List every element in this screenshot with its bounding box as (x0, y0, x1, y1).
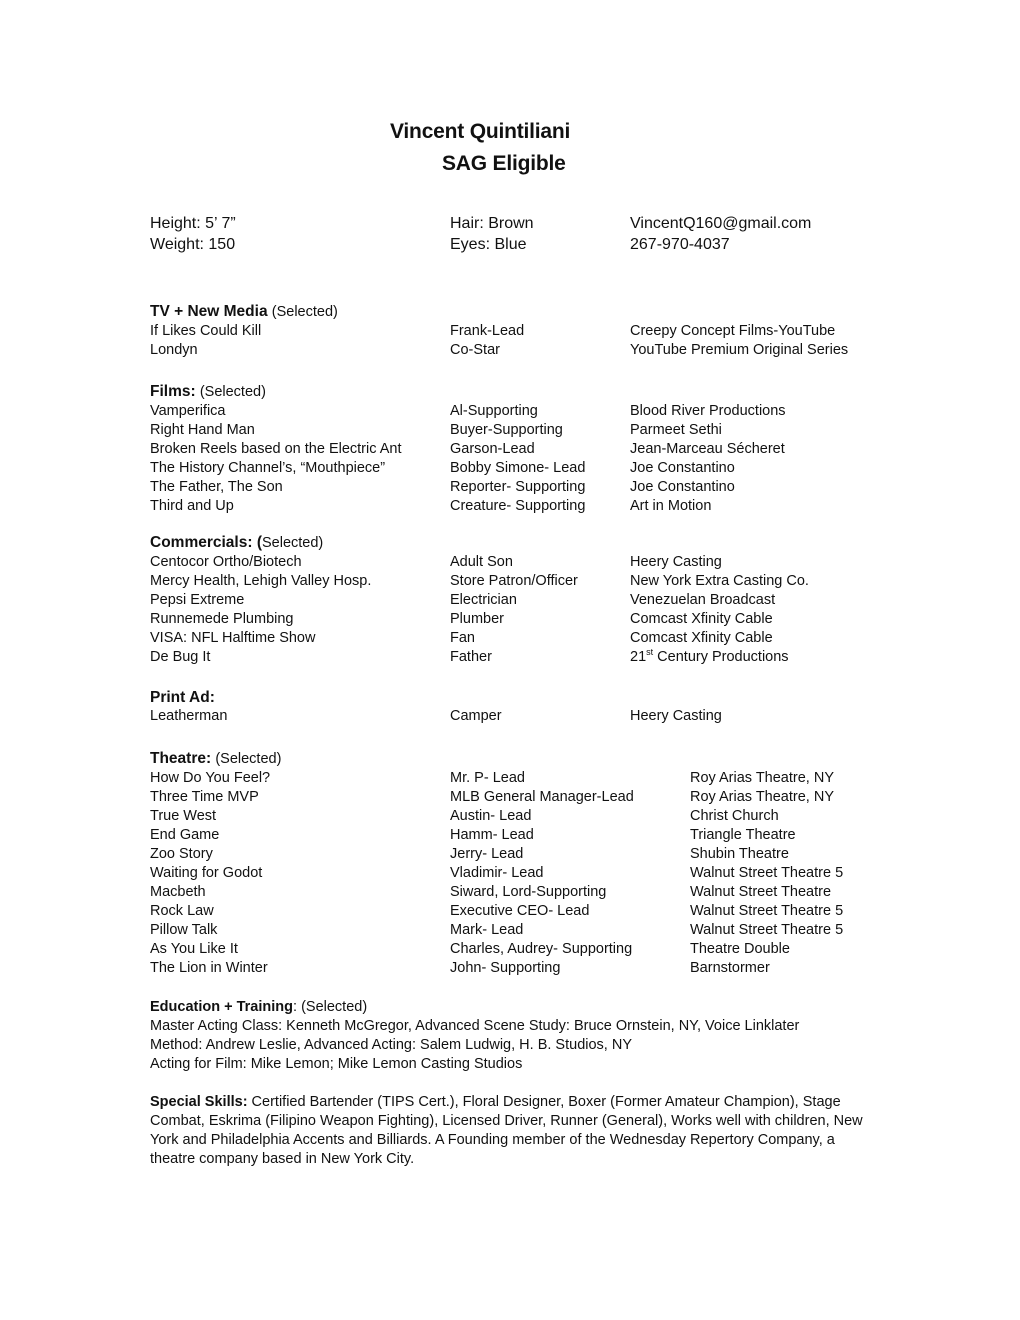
project-title: Zoo Story (150, 846, 213, 862)
table-row (150, 572, 890, 591)
role-text: Al-Supporting (450, 403, 538, 419)
venue-text: Walnut Street Theatre (690, 884, 832, 900)
project-title: True West (150, 808, 217, 824)
project-title: VISA: NFL Halftime Show (150, 630, 316, 646)
table-row (150, 421, 890, 440)
project-title: Rock Law (150, 903, 214, 919)
table-row (150, 322, 890, 341)
role-text: John- Supporting (450, 960, 561, 976)
email-link[interactable]: VincentQ160@gmail.com (630, 215, 812, 232)
table-row (150, 845, 890, 864)
table-row (150, 648, 890, 667)
table-row (150, 940, 890, 959)
project-title: Waiting for Godot (150, 865, 263, 881)
print-heading: Print Ad: (150, 689, 215, 706)
table-row (150, 553, 890, 572)
project-title: Leatherman (150, 708, 228, 724)
company-text: Jean-Marceau Sécheret (630, 441, 785, 457)
venue-text: Roy Arias Theatre, NY (690, 770, 834, 786)
role-text: Frank-Lead (450, 323, 525, 339)
skills-section (150, 1093, 870, 1169)
project-title: Centocor Ortho/Biotech (150, 554, 302, 570)
films-section (150, 382, 890, 516)
role-text: Plumber (450, 611, 504, 627)
project-title: The Father, The Son (150, 479, 283, 495)
commercials-section (150, 533, 890, 667)
project-title: Vamperifica (150, 403, 226, 419)
height-text: Height: 5’ 7” (150, 215, 236, 232)
role-text: Mark- Lead (450, 922, 524, 938)
role-text: Fan (450, 630, 475, 646)
education-section (150, 998, 870, 1074)
role-text: Creature- Supporting (450, 498, 586, 514)
venue-text: Theatre Double (690, 941, 790, 957)
phone-text: 267-970-4037 (630, 236, 730, 253)
role-text: Camper (450, 708, 502, 724)
project-title: Right Hand Man (150, 422, 255, 438)
table-row (150, 341, 890, 360)
company-text: Parmeet Sethi (630, 422, 722, 438)
company-text: Blood River Productions (630, 403, 786, 419)
venue-text: Walnut Street Theatre 5 (690, 922, 844, 938)
project-title: How Do You Feel? (150, 770, 271, 786)
project-title: Londyn (150, 342, 198, 358)
role-text: Bobby Simone- Lead (450, 460, 586, 476)
actor-name: Vincent Quintiliani (390, 120, 571, 143)
role-text: Co-Star (450, 342, 500, 358)
project-title: Macbeth (150, 884, 206, 900)
role-text: Reporter- Supporting (450, 479, 586, 495)
company-text: 21st Century Productions (630, 647, 789, 665)
company-text: Joe Constantino (630, 479, 735, 495)
company-text: Heery Casting (630, 708, 722, 724)
table-row (150, 788, 890, 807)
table-row (150, 478, 890, 497)
project-title: The Lion in Winter (150, 960, 268, 976)
education-line: Method: Andrew Leslie, Advanced Acting: Salem Ludwig, H. B. Studios, NY (150, 1037, 632, 1053)
tv-heading: TV + New Media (Selected) (150, 303, 338, 320)
project-title: Three Time MVP (150, 789, 259, 805)
project-title: Pillow Talk (150, 922, 218, 938)
table-row (150, 591, 890, 610)
project-title: Broken Reels based on the Electric Ant (150, 441, 402, 457)
role-text: Store Patron/Officer (450, 573, 578, 589)
eyes-text: Eyes: Blue (450, 236, 527, 253)
table-row (150, 921, 890, 940)
project-title: Runnemede Plumbing (150, 611, 294, 627)
company-text: Venezuelan Broadcast (630, 592, 776, 608)
role-text: Vladimir- Lead (450, 865, 544, 881)
role-text: Siward, Lord-Supporting (450, 884, 607, 900)
films-heading: Films: (Selected) (150, 383, 266, 400)
role-text: Jerry- Lead (450, 846, 524, 862)
table-row (150, 629, 890, 648)
table-row (150, 826, 890, 845)
education-heading: Education + Training: (Selected) (150, 999, 368, 1015)
role-text: Father (450, 649, 492, 665)
hair-text: Hair: Brown (450, 215, 534, 232)
role-text: Buyer-Supporting (450, 422, 563, 438)
venue-text: Shubin Theatre (690, 846, 789, 862)
table-row (150, 902, 890, 921)
table-row (150, 959, 890, 978)
education-line: Master Acting Class: Kenneth McGregor, Advanced Scene Study: Bruce Ornstein, NY, Voice Linklater (150, 1018, 800, 1034)
table-row (150, 459, 890, 478)
role-text: Charles, Audrey- Supporting (450, 941, 633, 957)
role-text: Hamm- Lead (450, 827, 534, 843)
company-text: New York Extra Casting Co. (630, 573, 809, 589)
table-row (150, 707, 890, 726)
venue-text: Christ Church (690, 808, 779, 824)
skills-paragraph: Special Skills: Certified Bartender (TIPS Cert.), Floral Designer, Boxer (Former Amateur Champion), Stage Combat, Eskrima (Filipino Weapon Fighting), Licensed Driver, Runner (General), Works well with children, New York and Philadelphia Accents and Billiards. A Founding member of the Wednesday Repertory Company, a theatre company based in New York City. (150, 1094, 863, 1167)
venue-text: Walnut Street Theatre 5 (690, 865, 844, 881)
theatre-section (150, 749, 890, 978)
venue-text: Roy Arias Theatre, NY (690, 789, 834, 805)
weight-text: Weight: 150 (150, 236, 236, 253)
project-title: If Likes Could Kill (150, 323, 262, 339)
company-text: Creepy Concept Films-YouTube (630, 323, 836, 339)
company-text: Art in Motion (630, 498, 712, 514)
commercials-heading: Commercials: (Selected) (150, 534, 324, 551)
table-row (150, 497, 890, 516)
role-text: Adult Son (450, 554, 513, 570)
project-title: End Game (150, 827, 220, 843)
project-title: De Bug It (150, 649, 211, 665)
company-text: Comcast Xfinity Cable (630, 611, 773, 627)
table-row (150, 883, 890, 902)
tv-section (150, 302, 890, 360)
company-text: Joe Constantino (630, 460, 735, 476)
table-row (150, 610, 890, 629)
venue-text: Triangle Theatre (690, 827, 796, 843)
project-title: Mercy Health, Lehigh Valley Hosp. (150, 573, 372, 589)
project-title: As You Like It (150, 941, 238, 957)
education-line: Acting for Film: Mike Lemon; Mike Lemon Casting Studios (150, 1056, 523, 1072)
role-text: Electrician (450, 592, 517, 608)
table-row (150, 864, 890, 883)
project-title: Pepsi Extreme (150, 592, 245, 608)
project-title: Third and Up (150, 498, 234, 514)
company-text: Heery Casting (630, 554, 722, 570)
table-row (150, 440, 890, 459)
role-text: Executive CEO- Lead (450, 903, 590, 919)
venue-text: Walnut Street Theatre 5 (690, 903, 844, 919)
table-row (150, 402, 890, 421)
union-status: SAG Eligible (442, 152, 566, 175)
role-text: Garson-Lead (450, 441, 535, 457)
theatre-heading: Theatre: (Selected) (150, 750, 282, 767)
venue-text: Barnstormer (690, 960, 770, 976)
role-text: Mr. P- Lead (450, 770, 525, 786)
role-text: Austin- Lead (450, 808, 532, 824)
project-title: The History Channel’s, “Mouthpiece” (150, 460, 386, 476)
print-section (150, 688, 890, 726)
table-row (150, 807, 890, 826)
company-text: YouTube Premium Original Series (630, 342, 849, 358)
table-row (150, 769, 890, 788)
company-text: Comcast Xfinity Cable (630, 630, 773, 646)
role-text: MLB General Manager-Lead (450, 789, 634, 805)
